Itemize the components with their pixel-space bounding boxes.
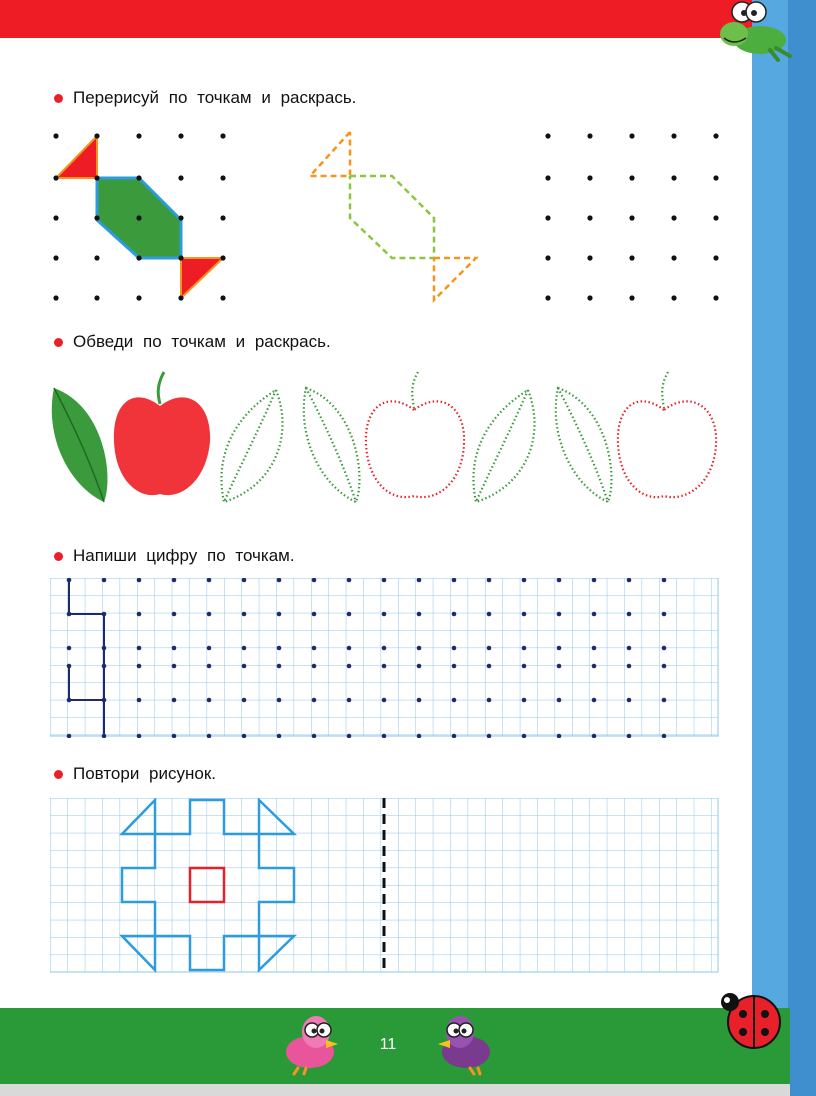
guide-dot: [137, 698, 142, 703]
guide-dot: [277, 698, 282, 703]
guide-dot: [522, 612, 527, 617]
task-3-heading: [54, 546, 295, 566]
guide-dot: [137, 612, 142, 617]
bullet-dot: [54, 94, 63, 103]
guide-dot: [277, 612, 282, 617]
guide-dot: [662, 664, 667, 669]
guide-dot: [592, 612, 597, 617]
guide-dot: [67, 698, 72, 703]
guide-dot: [312, 646, 317, 651]
guide-dot: [627, 646, 632, 651]
guide-dot: [522, 698, 527, 703]
guide-dot: [487, 698, 492, 703]
guide-dot: [557, 646, 562, 651]
guide-dot: [67, 612, 72, 617]
guide-dot: [627, 664, 632, 669]
guide-dot: [662, 646, 667, 651]
guide-dot: [557, 698, 562, 703]
leaf-trace-icon[interactable]: [304, 388, 360, 502]
guide-dot: [172, 646, 177, 651]
page-number: 11: [379, 1036, 397, 1053]
guide-dot: [417, 698, 422, 703]
guide-dot: [522, 646, 527, 651]
guide-dot: [487, 646, 492, 651]
guide-dot: [172, 664, 177, 669]
guide-dot: [417, 612, 422, 617]
guide-dot: [102, 664, 107, 669]
guide-dot: [67, 646, 72, 651]
guide-dot: [347, 612, 352, 617]
guide-dot: [627, 698, 632, 703]
guide-dot: [592, 664, 597, 669]
guide-dot: [102, 698, 107, 703]
leaf-trace-icon[interactable]: [473, 390, 534, 502]
guide-dot: [487, 664, 492, 669]
guide-dot: [347, 664, 352, 669]
guide-dot: [557, 664, 562, 669]
guide-dot: [277, 646, 282, 651]
guide-dot: [312, 698, 317, 703]
guide-dot: [627, 612, 632, 617]
guide-dot: [207, 698, 212, 703]
guide-dot: [242, 646, 247, 651]
purple-bird-icon: [430, 1010, 500, 1076]
guide-dot: [207, 646, 212, 651]
guide-dot: [382, 646, 387, 651]
guide-dot: [312, 664, 317, 669]
guide-dot: [312, 612, 317, 617]
guide-dot: [417, 664, 422, 669]
guide-dot: [242, 612, 247, 617]
guide-dot: [242, 664, 247, 669]
task-2-text: Обведи по точкам и раскрась.: [73, 332, 331, 351]
dot-grid-right: [545, 133, 718, 300]
guide-dot: [452, 698, 457, 703]
guide-dot: [207, 664, 212, 669]
guide-dot: [452, 646, 457, 651]
guide-dot: [172, 698, 177, 703]
guide-dot: [592, 698, 597, 703]
leaf-apple-trace-exercise: [44, 366, 734, 516]
guide-dot: [522, 664, 527, 669]
task-3-text: Напиши цифру по точкам.: [73, 546, 295, 565]
leaf-trace-icon[interactable]: [221, 390, 282, 502]
bottom-page-edge: [0, 1084, 790, 1096]
task-1-text: Перерисуй по точкам и раскрась.: [73, 88, 357, 107]
task-1-heading: [54, 88, 356, 108]
guide-dot: [347, 698, 352, 703]
apple-sample-icon: [114, 372, 210, 495]
leaf-sample-icon: [52, 388, 108, 502]
copy-drawing-grid[interactable]: [50, 798, 720, 974]
apple-trace-icon[interactable]: [618, 372, 716, 497]
task-4-heading: [54, 764, 216, 784]
guide-dot: [662, 698, 667, 703]
guide-dot: [382, 612, 387, 617]
guide-dot: [207, 612, 212, 617]
guide-dot: [102, 646, 107, 651]
guide-dot: [557, 612, 562, 617]
task-4-text: Повтори рисунок.: [73, 764, 217, 783]
guide-dot: [347, 646, 352, 651]
bullet-dot: [54, 338, 63, 347]
guide-dot: [452, 612, 457, 617]
task-2-heading: [54, 332, 331, 352]
guide-dot: [137, 664, 142, 669]
guide-dot: [487, 612, 492, 617]
guide-dot: [277, 664, 282, 669]
leaf-trace-icon[interactable]: [556, 388, 612, 502]
ladybug-icon: [716, 984, 788, 1054]
candy-dashed-figure[interactable]: [310, 132, 476, 300]
apple-trace-icon[interactable]: [366, 372, 464, 497]
guide-dot: [102, 612, 107, 617]
guide-dot: [137, 646, 142, 651]
guide-dot: [242, 698, 247, 703]
guide-dot: [67, 664, 72, 669]
guide-dot: [172, 612, 177, 617]
guide-dot: [382, 664, 387, 669]
guide-dot: [382, 698, 387, 703]
bullet-dot: [54, 770, 63, 779]
top-red-band: [0, 0, 816, 38]
frog-mascot-icon: [712, 0, 796, 62]
guide-dot: [452, 664, 457, 669]
guide-dot: [592, 646, 597, 651]
guide-dot: [662, 612, 667, 617]
pink-bird-icon: [276, 1010, 346, 1076]
candy-dot-exercise: [40, 118, 740, 318]
digit-writing-grid[interactable]: [50, 578, 720, 738]
guide-dot: [417, 646, 422, 651]
bullet-dot: [54, 552, 63, 561]
right-blue-band-edge: [788, 0, 816, 1096]
